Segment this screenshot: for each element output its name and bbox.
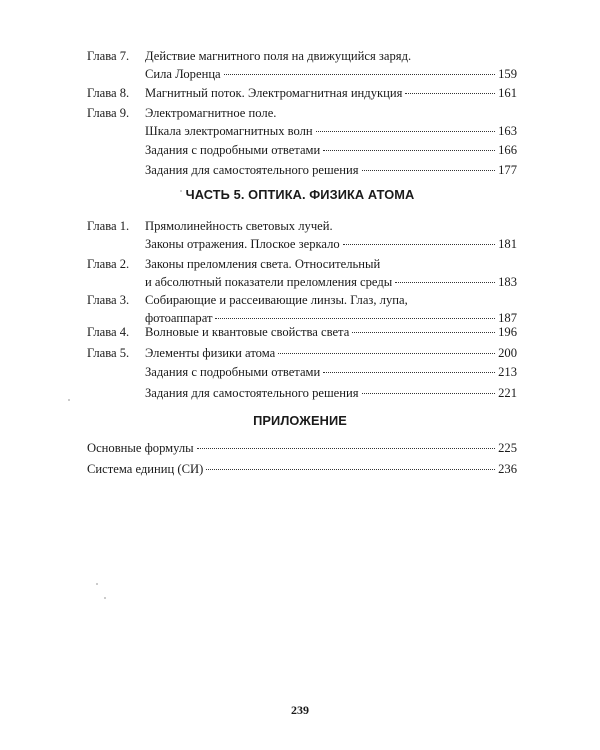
entry-title-line: Задания для самостоятельного решения — [145, 163, 359, 177]
chapter-label: Глава 7. — [87, 49, 130, 63]
entry-title-line: Действие магнитного поля на движущийся заряд. — [145, 49, 412, 63]
entry-title-line: Система единиц (СИ) — [87, 462, 204, 476]
dot-leader — [278, 353, 495, 354]
entry-title-line: Собирающие и рассеивающие линзы. Глаз, лупа, — [145, 293, 408, 307]
scan-speck — [96, 583, 98, 585]
toc-entry[interactable] — [87, 141, 517, 159]
toc-entry[interactable] — [87, 291, 517, 327]
page-ref: 221 — [498, 386, 517, 400]
dot-leader — [362, 170, 496, 171]
dot-leader — [316, 131, 495, 132]
entry-title-line: Сила Лоренца — [145, 67, 221, 81]
dot-leader — [405, 93, 495, 94]
toc-entry[interactable] — [87, 384, 517, 402]
entry-title-line: Законы отражения. Плоское зеркало — [145, 237, 340, 251]
chapter-label: Глава 1. — [87, 219, 130, 233]
toc-entry[interactable] — [87, 460, 517, 478]
dot-leader — [352, 332, 495, 333]
entry-title-line: Элементы физики атома — [145, 346, 276, 360]
toc-entry[interactable] — [87, 104, 517, 140]
scan-speck — [180, 190, 182, 192]
dot-leader — [215, 318, 495, 319]
page-ref: 181 — [498, 237, 517, 251]
page-ref: 163 — [498, 124, 517, 138]
page-ref: 187 — [498, 311, 517, 325]
dot-leader — [206, 469, 495, 470]
entry-title-line: Задания с подробными ответами — [145, 143, 321, 157]
dot-leader — [343, 244, 495, 245]
page-ref: 225 — [498, 441, 517, 455]
entry-title-line: Магнитный поток. Электромагнитная индукция — [145, 86, 403, 100]
page-ref: 183 — [498, 275, 517, 289]
page-number: 239 — [291, 703, 309, 717]
entry-title-line: Волновые и квантовые свойства света — [145, 325, 350, 339]
page-ref: 161 — [498, 86, 517, 100]
toc-entry[interactable] — [87, 439, 517, 457]
dot-leader — [323, 150, 495, 151]
scan-speck — [104, 597, 106, 599]
toc-entry[interactable] — [87, 161, 517, 179]
toc-entry[interactable] — [87, 217, 517, 253]
part-heading: ЧАСТЬ 5. ОПТИКА. ФИЗИКА АТОМА — [185, 187, 415, 202]
page-ref: 213 — [498, 365, 517, 379]
dot-leader — [395, 282, 495, 283]
entry-title-line: Шкала электромагнитных волн — [145, 124, 313, 138]
toc-entry[interactable] — [87, 47, 517, 83]
page-ref: 166 — [498, 143, 517, 157]
entry-title-line: Прямолинейность световых лучей. — [145, 219, 333, 233]
page-ref: 200 — [498, 346, 517, 360]
chapter-label: Глава 9. — [87, 106, 130, 120]
dot-leader — [224, 74, 495, 75]
toc-entry[interactable] — [87, 344, 517, 362]
dot-leader — [197, 448, 495, 449]
entry-title-line: фотоаппарат — [145, 311, 213, 325]
chapter-label: Глава 8. — [87, 86, 130, 100]
entry-title-line: Законы преломления света. Относительный — [145, 257, 381, 271]
chapter-label: Глава 3. — [87, 293, 130, 307]
page-ref: 159 — [498, 67, 517, 81]
chapter-label: Глава 2. — [87, 257, 130, 271]
scan-speck — [68, 399, 70, 401]
chapter-label: Глава 4. — [87, 325, 130, 339]
appendix-heading: ПРИЛОЖЕНИЕ — [253, 413, 347, 428]
entry-title-line: и абсолютный показатели преломления среды — [145, 275, 393, 289]
entry-title-line: Электромагнитное поле. — [145, 106, 277, 120]
entry-title-line: Основные формулы — [87, 441, 194, 455]
toc-entry[interactable] — [87, 363, 517, 381]
page-ref: 236 — [498, 462, 517, 476]
dot-leader — [362, 393, 496, 394]
page-ref: 177 — [498, 163, 517, 177]
chapter-label: Глава 5. — [87, 346, 130, 360]
toc-entry[interactable] — [87, 255, 517, 291]
entry-title-line: Задания с подробными ответами — [145, 365, 321, 379]
page-ref: 196 — [498, 325, 517, 339]
dot-leader — [323, 372, 495, 373]
toc-entry[interactable] — [87, 323, 517, 341]
entry-title-line: Задания для самостоятельного решения — [145, 386, 359, 400]
toc-entry[interactable] — [87, 84, 517, 102]
